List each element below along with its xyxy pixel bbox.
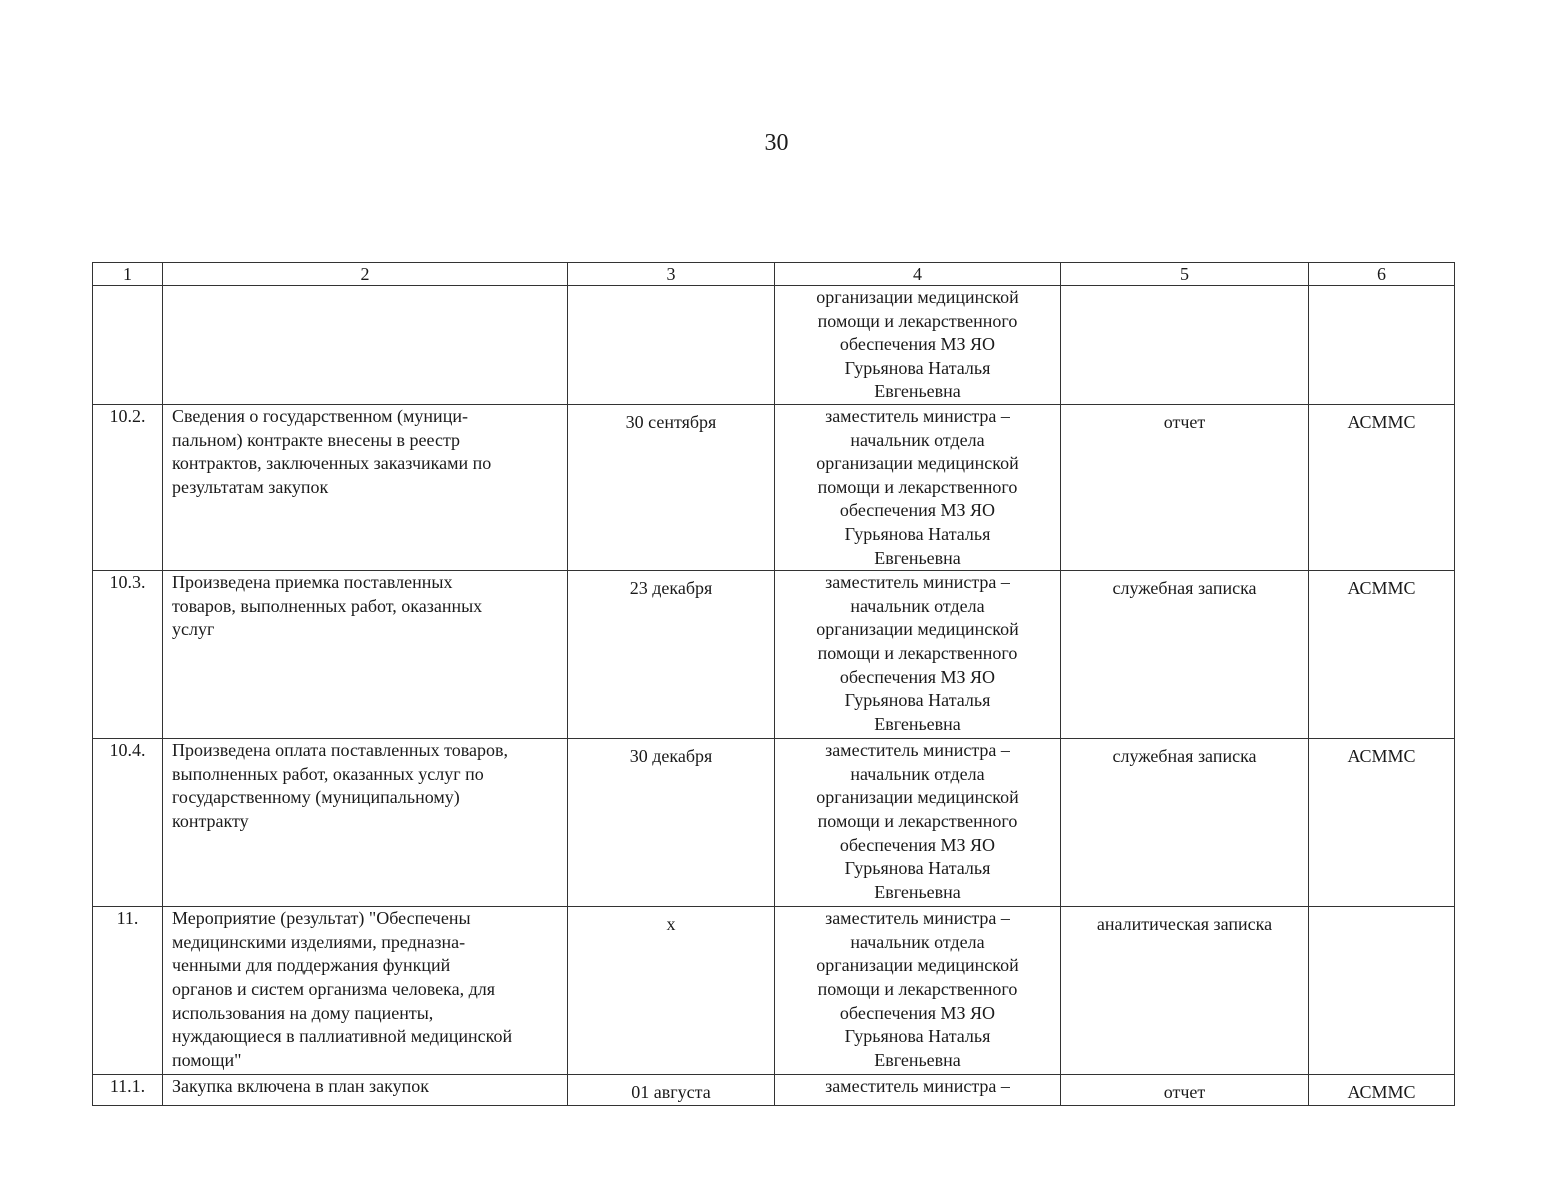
event-name-cell-line: помощи" <box>172 1049 242 1070</box>
information-system-cell: АСММС <box>1309 739 1455 907</box>
responsible-cell-line: помощи и лекарственного <box>817 310 1018 331</box>
row-number-cell: 10.3. <box>93 571 163 739</box>
responsible-cell-line: Гурьянова Наталья <box>844 690 991 711</box>
event-name-cell-line: Закупка включена в план закупок <box>172 1076 429 1097</box>
event-name-cell-line: Мероприятие (результат) "Обеспечены <box>172 908 471 929</box>
responsible-cell-line: Гурьянова Наталья <box>844 523 991 544</box>
responsible-cell-line: помощи и лекарственного <box>817 810 1018 831</box>
responsible-cell <box>775 571 1061 739</box>
event-name-cell-line: выполненных работ, оказанных услуг по <box>172 763 484 784</box>
deadline-cell: 01 августа <box>568 1075 775 1106</box>
responsible-cell-line: заместитель министра – <box>825 1076 1010 1097</box>
information-system-cell <box>1309 286 1455 405</box>
responsible-cell-line: организации медицинской <box>816 287 1019 307</box>
event-name-cell-line: Произведена оплата поставленных товаров, <box>172 740 508 761</box>
header-cell: 3 <box>568 263 775 286</box>
responsible-cell-line: обеспечения МЗ ЯО <box>839 666 996 687</box>
event-name-cell-line: услуг <box>172 619 215 640</box>
document-type-cell: служебная записка <box>1061 571 1309 739</box>
event-name-cell-line: медицинскими изделиями, предназна- <box>172 931 466 952</box>
responsible-cell-line: Гурьянова Наталья <box>844 1026 991 1047</box>
document-type-cell: отчет <box>1061 1075 1309 1106</box>
information-system-cell <box>1309 907 1455 1075</box>
event-name-cell <box>163 286 568 405</box>
responsible-cell-line: заместитель министра – <box>825 572 1010 593</box>
responsible-cell-line: помощи и лекарственного <box>817 978 1018 999</box>
header-cell: 5 <box>1061 263 1309 286</box>
responsible-cell-line: заместитель министра – <box>825 908 1010 929</box>
responsible-cell <box>775 1075 1061 1106</box>
responsible-cell <box>775 907 1061 1075</box>
table-row <box>93 1075 1455 1106</box>
table-row <box>93 739 1455 907</box>
responsible-cell-line: начальник отдела <box>850 931 985 952</box>
table-header-row <box>93 263 1455 286</box>
header-cell: 6 <box>1309 263 1455 286</box>
responsible-cell-line: начальник отдела <box>850 429 985 450</box>
event-name-cell <box>163 404 568 570</box>
event-name-cell-line: Произведена приемка поставленных <box>172 572 453 593</box>
document-type-cell <box>1061 286 1309 405</box>
table-row <box>93 907 1455 1075</box>
row-number-cell <box>93 286 163 405</box>
information-system-cell: АСММС <box>1309 571 1455 739</box>
row-number-cell: 10.2. <box>93 404 163 570</box>
responsible-cell-line: обеспечения МЗ ЯО <box>839 334 996 355</box>
event-name-cell-line: государственному (муниципальному) <box>172 787 460 808</box>
information-system-cell: АСММС <box>1309 1075 1455 1106</box>
responsible-cell-line: Евгеньевна <box>874 381 961 402</box>
responsible-cell-line: организации медицинской <box>816 453 1019 474</box>
header-cell: 2 <box>163 263 568 286</box>
responsible-cell-line: обеспечения МЗ ЯО <box>839 500 996 521</box>
responsible-cell-line: Евгеньевна <box>874 881 961 902</box>
deadline-cell <box>568 286 775 405</box>
event-name-cell-line: нуждающиеся в паллиативной медицинской <box>172 1026 513 1047</box>
information-system-cell: АСММС <box>1309 404 1455 570</box>
responsible-cell-line: начальник отдела <box>850 763 985 784</box>
event-name-cell-line: товаров, выполненных работ, оказанных <box>172 595 483 616</box>
document-type-cell: отчет <box>1061 404 1309 570</box>
header-cell: 1 <box>93 263 163 286</box>
event-name-cell-line: ченными для поддержания функций <box>172 955 451 976</box>
event-name-cell-line: органов и систем организма человека, для <box>172 978 496 999</box>
deadline-cell: 23 декабря <box>568 571 775 739</box>
responsible-cell-line: Евгеньевна <box>874 547 961 568</box>
event-name-cell-line: результатам закупок <box>172 476 329 497</box>
event-name-cell-line: контрактов, заключенных заказчиками по <box>172 453 492 474</box>
row-number-cell: 10.4. <box>93 739 163 907</box>
page-number: 30 <box>764 130 789 156</box>
event-name-cell <box>163 739 568 907</box>
responsible-cell-line: заместитель министра – <box>825 405 1010 426</box>
responsible-cell <box>775 739 1061 907</box>
responsible-cell-line: заместитель министра – <box>825 740 1010 761</box>
responsible-cell-line: Евгеньевна <box>874 713 961 734</box>
deadline-cell: 30 сентября <box>568 404 775 570</box>
header-cell: 4 <box>775 263 1061 286</box>
row-number-cell: 11.1. <box>93 1075 163 1106</box>
responsible-cell-line: обеспечения МЗ ЯО <box>839 1002 996 1023</box>
row-number-cell: 11. <box>93 907 163 1075</box>
responsible-cell-line: организации медицинской <box>816 955 1019 976</box>
responsible-cell-line: помощи и лекарственного <box>817 642 1018 663</box>
table-row <box>93 404 1455 570</box>
table-row <box>93 286 1455 405</box>
event-name-cell-line: Сведения о государственном (муници- <box>172 405 468 426</box>
document-type-cell: аналитическая записка <box>1061 907 1309 1075</box>
responsible-cell-line: помощи и лекарственного <box>817 476 1018 497</box>
plan-table <box>92 262 1455 1106</box>
deadline-cell: х <box>568 907 775 1075</box>
responsible-cell <box>775 286 1061 405</box>
document-type-cell: служебная записка <box>1061 739 1309 907</box>
responsible-cell-line: Евгеньевна <box>874 1049 961 1070</box>
responsible-cell-line: организации медицинской <box>816 619 1019 640</box>
responsible-cell-line: обеспечения МЗ ЯО <box>839 834 996 855</box>
responsible-cell <box>775 404 1061 570</box>
event-name-cell-line: использования на дому пациенты, <box>172 1002 434 1023</box>
event-name-cell <box>163 571 568 739</box>
deadline-cell: 30 декабря <box>568 739 775 907</box>
responsible-cell-line: начальник отдела <box>850 595 985 616</box>
responsible-cell-line: Гурьянова Наталья <box>844 858 991 879</box>
event-name-cell-line: пальном) контракте внесены в реестр <box>172 429 461 450</box>
responsible-cell-line: Гурьянова Наталья <box>844 357 991 378</box>
event-name-cell <box>163 1075 568 1106</box>
responsible-cell-line: организации медицинской <box>816 787 1019 808</box>
event-name-cell <box>163 907 568 1075</box>
table-row <box>93 571 1455 739</box>
event-name-cell-line: контракту <box>172 810 249 831</box>
